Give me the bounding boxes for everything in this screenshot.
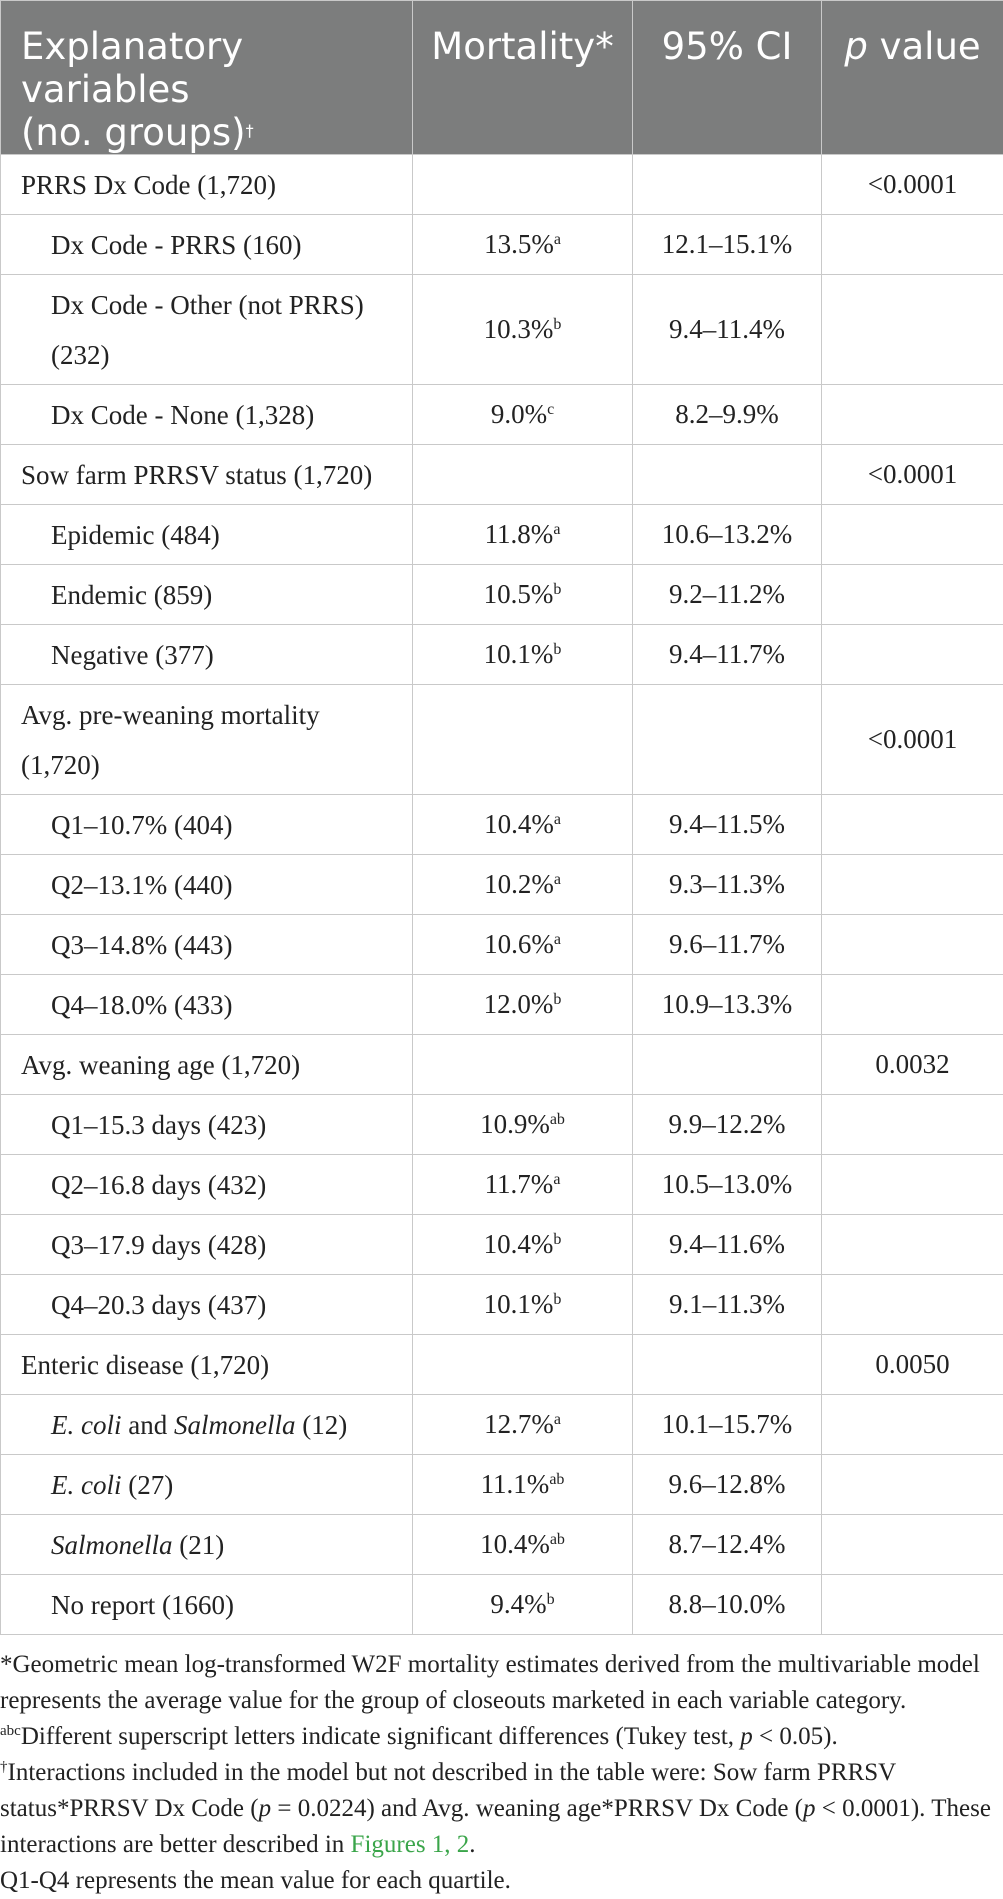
footnote-interactions <box>0 1755 995 1863</box>
significance-letter: a <box>554 811 561 828</box>
ci-cell: 9.2–11.2% <box>633 565 822 625</box>
row-label: Endemic (859) <box>1 565 413 625</box>
mortality-value: 12.0% <box>484 989 554 1019</box>
ci-cell: 9.1–11.3% <box>633 1275 822 1335</box>
significance-letter: a <box>553 521 560 538</box>
mortality-cell <box>413 155 633 215</box>
significance-letter: a <box>553 1171 560 1188</box>
table-row <box>1 625 1003 685</box>
mortality-value: 13.5% <box>484 229 554 259</box>
row-label: Dx Code - Other (not PRRS) (232) <box>1 275 413 385</box>
p-value-cell <box>822 385 1003 445</box>
p-value-cell <box>822 565 1003 625</box>
table-row <box>1 1275 1003 1335</box>
label-italic-salmonella: Salmonella <box>51 1530 173 1560</box>
p-value-cell <box>822 855 1003 915</box>
mortality-cell <box>413 975 633 1035</box>
footnote-p-italic: p <box>259 1795 272 1822</box>
p-value-cell <box>822 275 1003 385</box>
ci-cell: 10.9–13.3% <box>633 975 822 1035</box>
ci-cell: 9.4–11.5% <box>633 795 822 855</box>
header-mortality-mark: * <box>595 25 614 68</box>
table-row <box>1 1455 1003 1515</box>
significance-letter: a <box>554 931 561 948</box>
significance-letter: b <box>553 1231 561 1248</box>
footnote-text: = 0.0224) and Avg. weaning age*PRRSV Dx Code ( <box>271 1795 803 1822</box>
mortality-cell <box>413 1575 633 1635</box>
significance-letter: b <box>553 581 561 598</box>
mortality-value: 10.1% <box>484 639 554 669</box>
label-italic-salmonella: Salmonella <box>174 1410 296 1440</box>
table-row <box>1 1215 1003 1275</box>
mortality-cell <box>413 215 633 275</box>
mortality-cell <box>413 275 633 385</box>
row-label: Negative (377) <box>1 625 413 685</box>
table-row <box>1 1515 1003 1575</box>
mortality-cell <box>413 1035 633 1095</box>
mortality-value: 12.7% <box>484 1409 554 1439</box>
figures-link[interactable]: Figures 1, 2 <box>351 1831 470 1858</box>
ci-cell <box>633 685 822 795</box>
footnote-text: < 0.0001). These interactions are better described in <box>0 1795 991 1858</box>
row-label: Q2–16.8 days (432) <box>1 1155 413 1215</box>
mortality-cell <box>413 1395 633 1455</box>
significance-letter: ab <box>550 1111 565 1128</box>
table-row <box>1 505 1003 565</box>
row-label: Sow farm PRRSV status (1,720) <box>1 445 413 505</box>
header-col1-line2: (no. groups) <box>21 111 246 154</box>
footnote-mark: † <box>0 1759 8 1775</box>
ci-cell: 8.8–10.0% <box>633 1575 822 1635</box>
footnote-p-italic: p <box>740 1723 753 1750</box>
significance-letter: b <box>553 1291 561 1308</box>
row-label: Avg. pre-weaning mortality (1,720) <box>1 685 413 795</box>
p-value-cell: 0.0050 <box>822 1335 1003 1395</box>
ci-cell <box>633 155 822 215</box>
row-label: Q4–18.0% (433) <box>1 975 413 1035</box>
p-value-cell <box>822 1275 1003 1335</box>
table-body <box>1 155 1003 1635</box>
ci-cell: 9.9–12.2% <box>633 1095 822 1155</box>
header-p-rest: value <box>868 25 981 68</box>
row-label: Epidemic (484) <box>1 505 413 565</box>
row-label: Q4–20.3 days (437) <box>1 1275 413 1335</box>
label-tail: (27) <box>121 1470 173 1500</box>
mortality-cell <box>413 1275 633 1335</box>
ci-cell: 8.2–9.9% <box>633 385 822 445</box>
mortality-value: 9.4% <box>490 1589 546 1619</box>
table-row <box>1 275 1003 385</box>
significance-letter: b <box>553 991 561 1008</box>
mortality-cell <box>413 1215 633 1275</box>
mortality-cell <box>413 915 633 975</box>
row-label: Dx Code - PRRS (160) <box>1 215 413 275</box>
mortality-value: 10.6% <box>484 929 554 959</box>
mortality-cell <box>413 855 633 915</box>
ci-cell: 10.6–13.2% <box>633 505 822 565</box>
row-label: PRRS Dx Code (1,720) <box>1 155 413 215</box>
p-value-cell <box>822 1095 1003 1155</box>
row-label: No report (1660) <box>1 1575 413 1635</box>
mortality-value: 10.4% <box>484 809 554 839</box>
mortality-value: 10.4% <box>480 1529 550 1559</box>
p-value-cell <box>822 975 1003 1035</box>
mortality-value: 10.3% <box>484 314 554 344</box>
mortality-cell <box>413 1515 633 1575</box>
significance-letter: c <box>547 401 554 418</box>
label-tail: (21) <box>173 1530 225 1560</box>
mortality-value: 11.8% <box>485 519 554 549</box>
ci-cell: 9.4–11.7% <box>633 625 822 685</box>
row-label: Q2–13.1% (440) <box>1 855 413 915</box>
row-label <box>1 1515 413 1575</box>
table-row <box>1 915 1003 975</box>
p-value-cell <box>822 215 1003 275</box>
table-row <box>1 445 1003 505</box>
row-label: Q3–14.8% (443) <box>1 915 413 975</box>
table-row <box>1 565 1003 625</box>
table-row <box>1 215 1003 275</box>
footnote-mark: abc <box>0 1723 21 1739</box>
table-row <box>1 1155 1003 1215</box>
row-label: Dx Code - None (1,328) <box>1 385 413 445</box>
header-mortality <box>413 1 633 155</box>
p-value-cell <box>822 1455 1003 1515</box>
footnote-text: Different superscript letters indicate significant differences (Tukey test, <box>21 1723 740 1750</box>
row-label: Avg. weaning age (1,720) <box>1 1035 413 1095</box>
table-row <box>1 795 1003 855</box>
footnote-superscripts <box>0 1719 995 1755</box>
row-label <box>1 1455 413 1515</box>
ci-cell <box>633 445 822 505</box>
significance-letter: a <box>554 231 561 248</box>
mortality-value: 10.5% <box>484 579 554 609</box>
ci-cell: 9.3–11.3% <box>633 855 822 915</box>
ci-cell: 10.5–13.0% <box>633 1155 822 1215</box>
ci-cell: 10.1–15.7% <box>633 1395 822 1455</box>
mortality-cell <box>413 1155 633 1215</box>
footnote-mark: * <box>0 1651 13 1678</box>
header-mortality-text: Mortality <box>431 25 595 68</box>
ci-cell: 9.6–11.7% <box>633 915 822 975</box>
table-footnotes <box>0 1635 1003 1899</box>
significance-letter: a <box>554 871 561 888</box>
ci-cell: 8.7–12.4% <box>633 1515 822 1575</box>
mortality-cell <box>413 565 633 625</box>
header-p-value <box>822 1 1003 155</box>
significance-letter: ab <box>549 1471 564 1488</box>
mortality-cell <box>413 505 633 565</box>
mortality-value: 11.7% <box>485 1169 554 1199</box>
p-value-cell <box>822 505 1003 565</box>
p-value-cell <box>822 1155 1003 1215</box>
mortality-cell <box>413 685 633 795</box>
p-value-cell: 0.0032 <box>822 1035 1003 1095</box>
label-mid: and <box>121 1410 173 1440</box>
row-label: Q1–10.7% (404) <box>1 795 413 855</box>
label-italic-ecoli: E. coli <box>51 1410 121 1440</box>
footnote-quartiles: Q1-Q4 represents the mean value for each quartile. <box>0 1863 995 1899</box>
p-value-cell <box>822 1515 1003 1575</box>
table-row <box>1 855 1003 915</box>
table-row <box>1 1095 1003 1155</box>
table-row <box>1 1395 1003 1455</box>
footnote-text: Interactions included in the model but not described in the table were: Sow farm PRRSV status*PRRSV Dx Code ( <box>0 1759 896 1822</box>
p-value-cell: <0.0001 <box>822 685 1003 795</box>
ci-cell <box>633 1335 822 1395</box>
ci-cell: 9.6–12.8% <box>633 1455 822 1515</box>
row-label <box>1 1395 413 1455</box>
footnote-p-italic: p <box>803 1795 816 1822</box>
ci-cell <box>633 1035 822 1095</box>
mortality-cell <box>413 445 633 505</box>
row-label: Q1–15.3 days (423) <box>1 1095 413 1155</box>
table-row <box>1 1035 1003 1095</box>
ci-cell: 9.4–11.6% <box>633 1215 822 1275</box>
mortality-cell <box>413 795 633 855</box>
mortality-cell <box>413 625 633 685</box>
mortality-value: 10.1% <box>484 1289 554 1319</box>
mortality-cell <box>413 1455 633 1515</box>
mortality-cell <box>413 1095 633 1155</box>
footnote-text: < 0.05). <box>753 1723 838 1750</box>
footnote-geometric-mean <box>0 1647 995 1719</box>
ci-cell: 12.1–15.1% <box>633 215 822 275</box>
p-value-cell <box>822 795 1003 855</box>
p-value-cell <box>822 1395 1003 1455</box>
p-value-cell <box>822 1575 1003 1635</box>
mortality-value: 9.0% <box>491 399 547 429</box>
label-italic-ecoli: E. coli <box>51 1470 121 1500</box>
p-value-cell <box>822 1215 1003 1275</box>
table-row <box>1 975 1003 1035</box>
table-header-row <box>1 1 1003 155</box>
header-dagger: † <box>246 121 254 140</box>
label-tail: (12) <box>295 1410 347 1440</box>
mortality-value: 10.2% <box>484 869 554 899</box>
significance-letter: ab <box>550 1531 565 1548</box>
footnote-text: Geometric mean log-transformed W2F mortality estimates derived from the multivariable model represents the average value for the group of closeouts marketed in each variable category. <box>0 1651 980 1714</box>
ci-cell: 9.4–11.4% <box>633 275 822 385</box>
significance-letter: b <box>553 641 561 658</box>
header-p-italic: p <box>844 25 868 68</box>
table-row <box>1 685 1003 795</box>
significance-letter: a <box>554 1411 561 1428</box>
p-value-cell <box>822 625 1003 685</box>
header-ci: 95% CI <box>633 1 822 155</box>
significance-letter: b <box>553 316 561 333</box>
mortality-value: 10.9% <box>480 1109 550 1139</box>
header-col1-line1: Explanatory variables <box>21 25 243 111</box>
p-value-cell: <0.0001 <box>822 155 1003 215</box>
table-row <box>1 385 1003 445</box>
mortality-value: 11.1% <box>481 1469 550 1499</box>
mortality-cell <box>413 1335 633 1395</box>
table-row <box>1 1335 1003 1395</box>
significance-letter: b <box>547 1591 555 1608</box>
table-row <box>1 155 1003 215</box>
mortality-cell <box>413 385 633 445</box>
table-row <box>1 1575 1003 1635</box>
mortality-value: 10.4% <box>484 1229 554 1259</box>
footnote-text: . <box>469 1831 475 1858</box>
p-value-cell <box>822 915 1003 975</box>
row-label: Enteric disease (1,720) <box>1 1335 413 1395</box>
p-value-cell: <0.0001 <box>822 445 1003 505</box>
row-label: Q3–17.9 days (428) <box>1 1215 413 1275</box>
header-explanatory-variables <box>1 1 413 155</box>
